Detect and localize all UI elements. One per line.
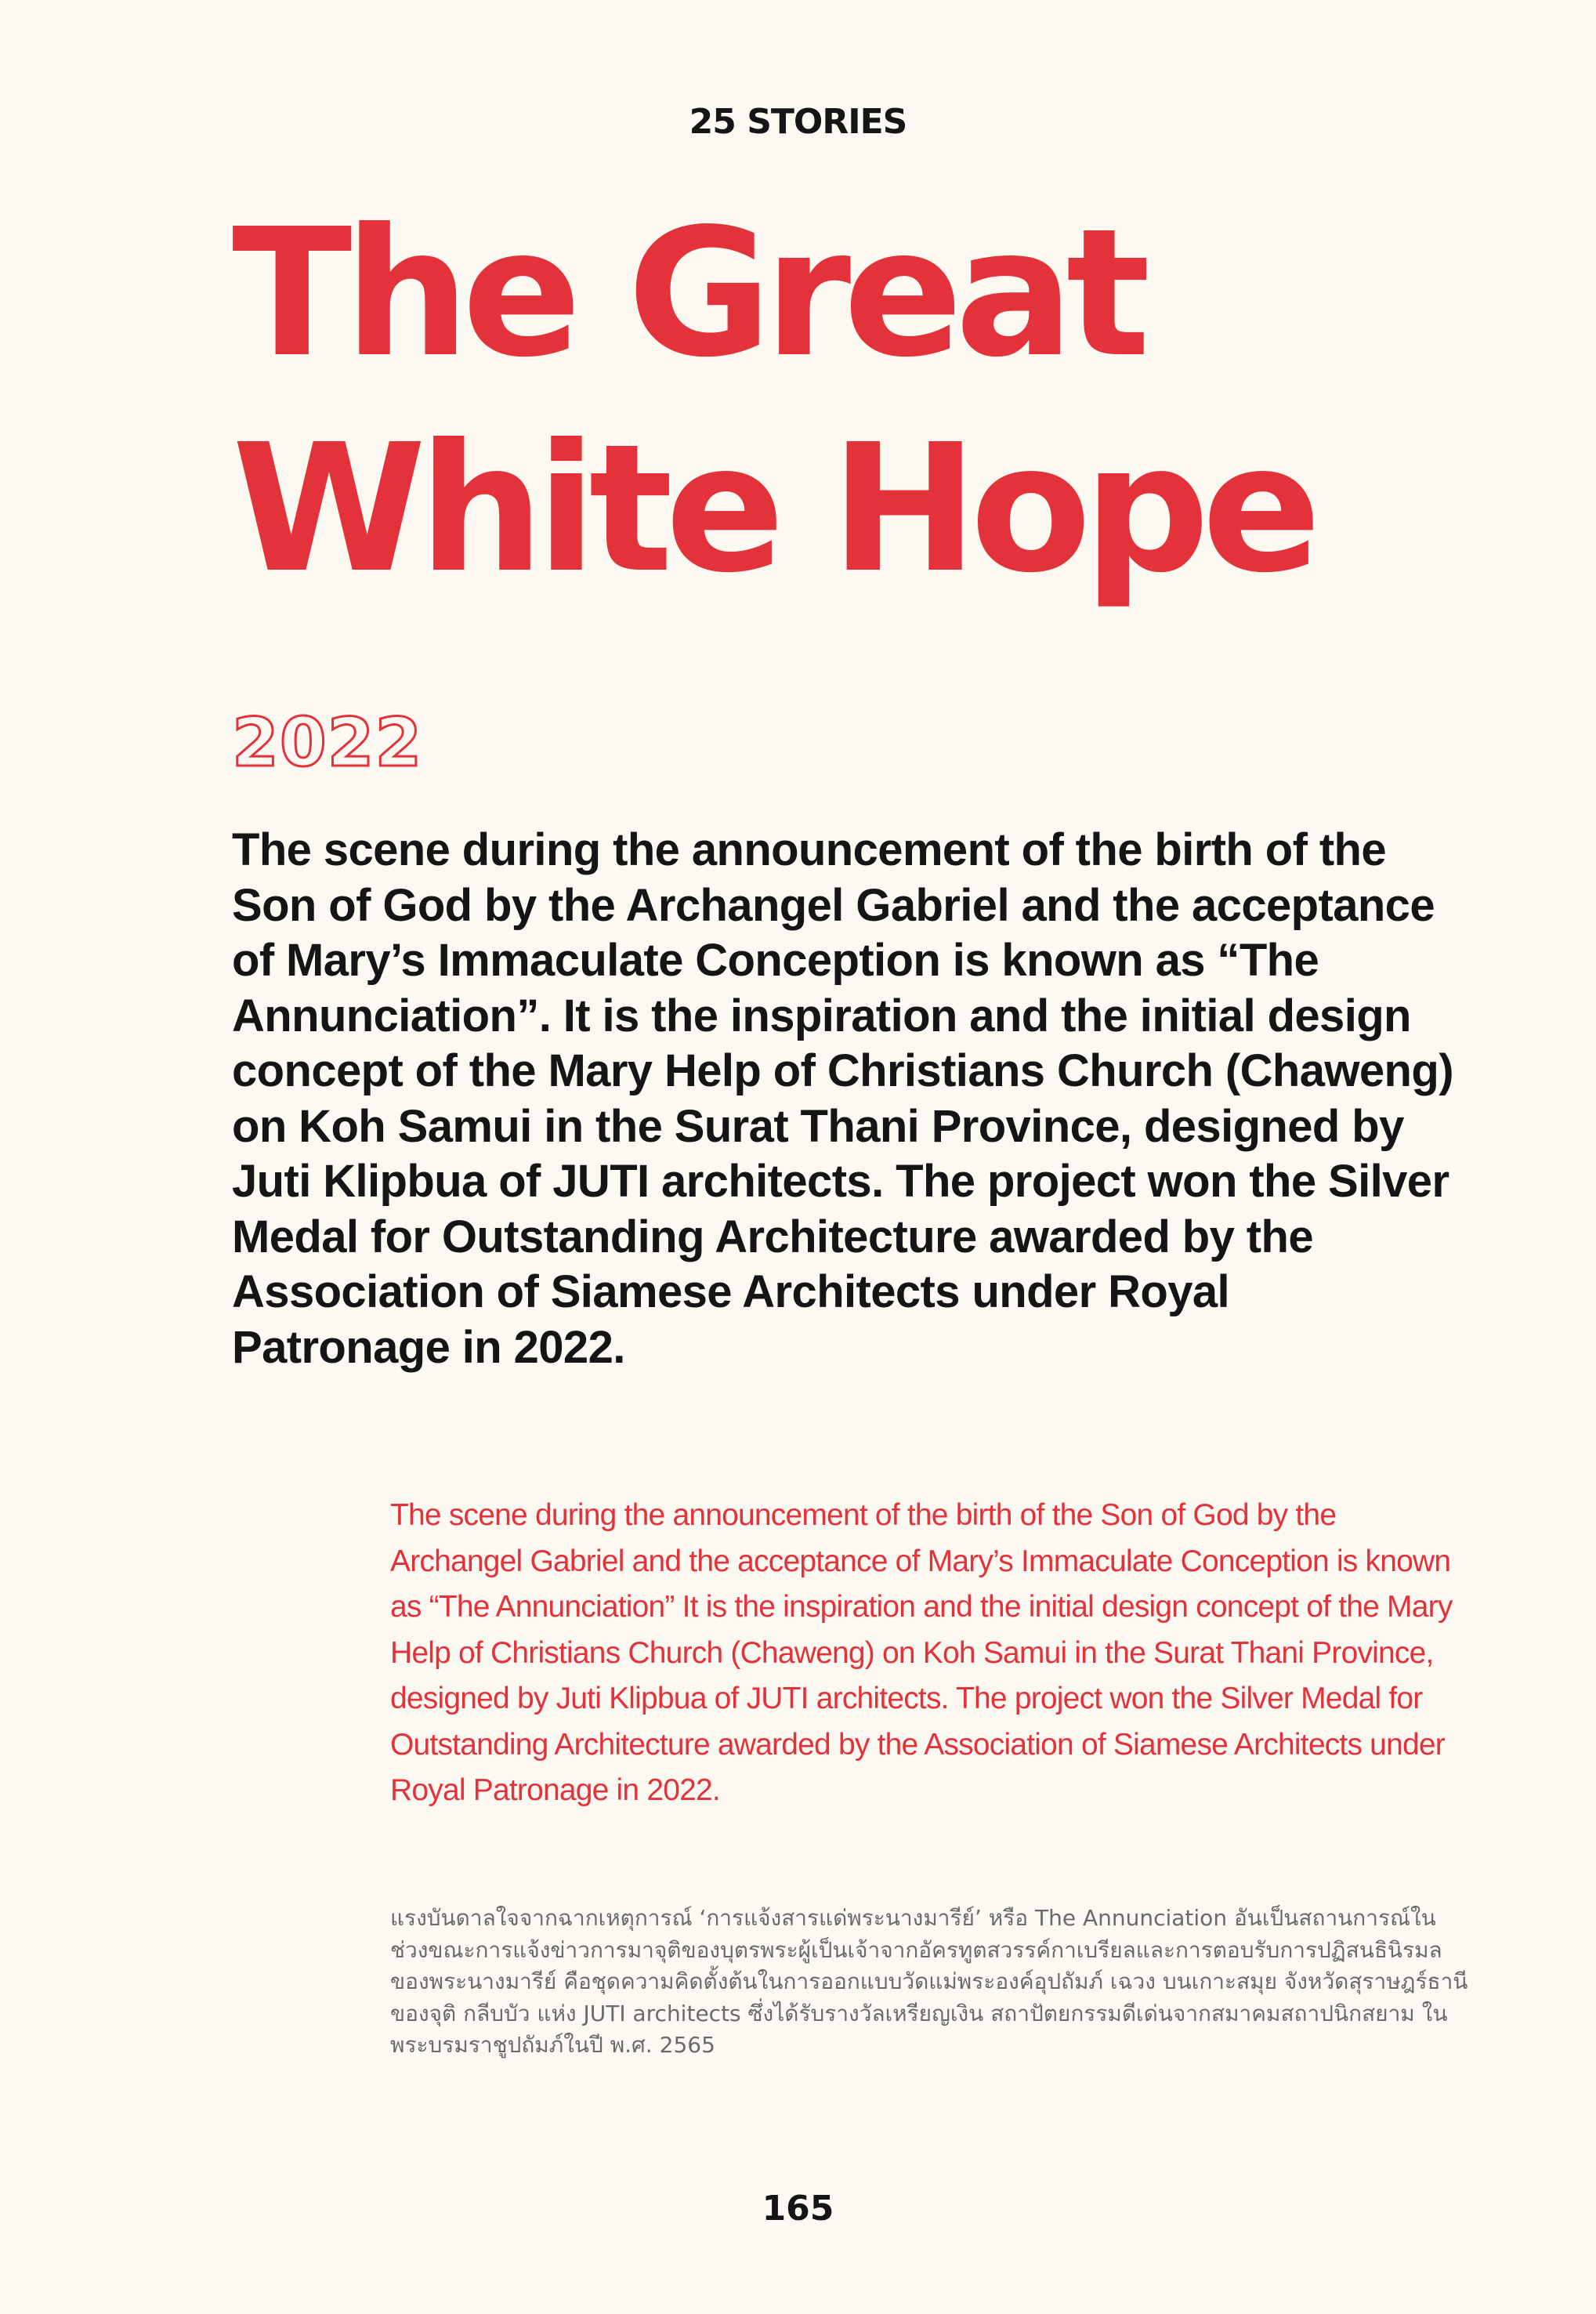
thai-body-paragraph: แรงบันดาลใจจากฉากเหตุการณ์ ‘การแจ้งสารแด่พระนางมารีย์’ หรือ The Annunciation อันเป็นสถานการณ์ในช่วงขณะการแจ้งข่าวการมาจุติของบุตรพระผู้เป็นเจ้าจากอัครทูตสวรรค์กาเบรียลและการตอบรับการปฏิสนธินิรมลของพระนางมารีย์ คือชุดความคิดตั้งต้นในการออกแบบวัดแม่พระองค์อุปถัมภ์ เฉวง บนเกาะสมุย จังหวัดสุราษฎร์ธานี ของจุติ กลีบบัว แห่ง JUTI architects ซึ่งได้รับรางวัลเหรียญเงิน สถาปัตยกรรมดีเด่นจากสมาคมสถาปนิกสยาม ในพระบรมราชูปถัมภ์ในปี พ.ศ. 2565	[390, 1905, 1468, 2058]
section-label: 25 STORIES	[689, 102, 907, 142]
page-number: 165	[762, 2189, 834, 2229]
article-title: The Great White Hope	[232, 191, 1314, 612]
article-year: 2022	[232, 704, 423, 782]
english-body-paragraph: The scene during the announcement of the birth of the Son of God by the Archangel Gabriel and the acceptance of Mary’s Immaculate Conception is known as “The Annunciation” It is the inspiration and the initial design concept of the Mary Help of Christians Church (Chaweng) on Koh Samui in the Surat Thani Province, designed by Juti Klipbua of JUTI architects. The project won the Silver Medal for Outstanding Architecture awarded by the Association of Siamese Architects under Royal Patronage in 2022.	[390, 1498, 1453, 1807]
lead-paragraph: The scene during the announcement of the birth of the Son of God by the Archangel Gabriel and the acceptance of Mary’s Immaculate Conception is known as “The Annunciation”. It is the inspiration and the initial design concept of the Mary Help of Christians Church (Chaweng) on Koh Samui in the Surat Thani Province, designed by Juti Klipbua of JUTI architects. The project won the Silver Medal for Outstanding Architecture awarded by the Association of Siamese Architects under Royal Patronage in 2022.	[232, 824, 1453, 1373]
